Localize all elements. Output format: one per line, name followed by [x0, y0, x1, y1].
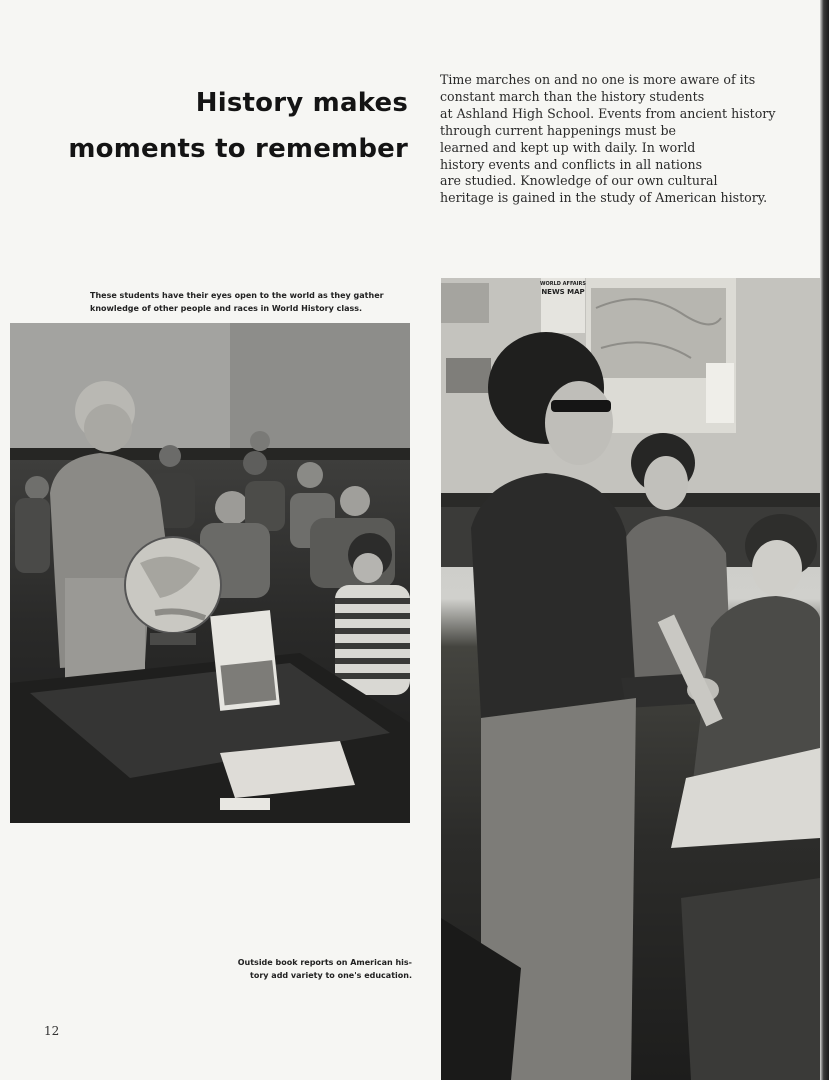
page-binding-edge [820, 0, 829, 1080]
poster-heading-2: NEWS MAP [541, 288, 585, 296]
page-number: 12 [44, 1024, 60, 1038]
intro-line: are studied. Knowledge of our own cultural [440, 173, 718, 189]
news-map-label [540, 278, 586, 333]
intro-line: history events and conflicts in all nations [440, 156, 703, 172]
caption-line: tory add variety to one's education. [250, 971, 412, 980]
headline-line-2: moments to remember [68, 134, 408, 164]
intro-line: through current happenings must be [440, 122, 676, 138]
page-headline [68, 80, 408, 172]
intro-line: at Ashland High School. Events from ancient history [440, 105, 776, 121]
intro-line: Time marches on and no one is more aware of its [440, 72, 756, 87]
caption-line: These students have their eyes open to the world as they gather [90, 291, 384, 300]
photo-american-history-illustration [441, 278, 820, 1080]
caption-book-reports [225, 956, 412, 982]
caption-world-history [90, 289, 410, 315]
photo-world-history-illustration [10, 323, 410, 823]
caption-line: Outside book reports on American his- [237, 958, 412, 967]
book [210, 610, 280, 711]
photo-american-history-report [441, 278, 820, 1080]
headline-line-1: History makes [195, 88, 408, 118]
intro-line: constant march than the history students [440, 88, 705, 104]
intro-line: heritage is gained in the study of American history. [440, 190, 768, 206]
caption-line: knowledge of other people and races in World History class. [90, 304, 363, 313]
intro-paragraph [440, 72, 776, 207]
striped-shirt [335, 585, 410, 695]
poster-heading-1: WORLD AFFAIRS [539, 281, 587, 287]
intro-line: learned and kept up with daily. In world [440, 139, 696, 155]
photo-world-history-class [10, 323, 410, 823]
